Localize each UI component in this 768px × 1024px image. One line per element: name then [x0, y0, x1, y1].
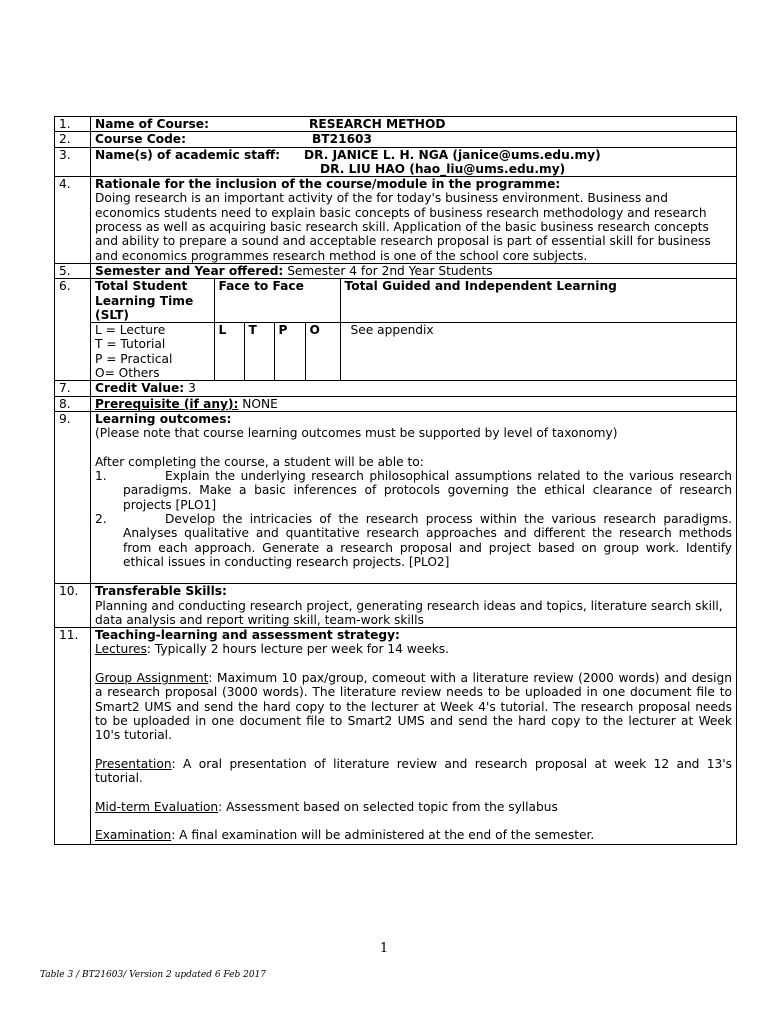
- transferable-skills-text: Planning and conducting research project, generating research ideas and topics, literature search skill, data analysis and report writing skill, team-work skills: [95, 598, 723, 627]
- outcome-text: Develop the intricacies of the research process within the various research paradigms. Analyses qualitative and quantitative research approaches and different the research methods from each approach. Generate a research proposal and project based on group work. Identify ethical issues in conducting research projects. [PLO2]: [123, 512, 732, 569]
- teaching-strategy-label: Teaching-learning and assessment strategy:: [95, 628, 400, 643]
- outcome-text: Explain the underlying research philosophical assumptions related to the various research paradigms. Make a basic inferences of protocols governing the ethical clearance of research projects [PLO1]: [123, 469, 732, 512]
- learning-outcomes-intro: After completing the course, a student will be able to:: [95, 454, 424, 469]
- page-number: 1: [379, 941, 389, 956]
- row-course-name: [55, 117, 737, 132]
- examination-heading: Examination: [95, 828, 172, 843]
- credit-value: 3: [188, 381, 196, 396]
- slt-table: [91, 279, 736, 380]
- rationale-label: Rationale for the inclusion of the course/module in the programme:: [95, 177, 561, 192]
- row-number: 8.: [55, 396, 91, 411]
- row-transferable-skills: [55, 584, 737, 628]
- prerequisite-value: NONE: [242, 396, 278, 411]
- learning-outcomes-note: (Please note that course learning outcomes must be supported by level of taxonomy): [95, 426, 618, 441]
- lectures-heading: Lectures: [95, 642, 147, 657]
- presentation-paragraph: [95, 757, 732, 786]
- row-number: 7.: [55, 381, 91, 396]
- semester-value: Semester 4 for 2nd Year Students: [287, 263, 493, 278]
- footer-note: Table 3 / BT21603/ Version 2 updated 6 Feb 2017: [40, 970, 267, 980]
- row-credit-value: [55, 381, 737, 396]
- row-number: 9.: [55, 411, 91, 583]
- row-number: 5.: [55, 263, 91, 278]
- face-to-face-label: Face to Face: [214, 279, 340, 322]
- row-number: 6.: [55, 279, 91, 381]
- row-slt: [55, 279, 737, 381]
- row-number: 4.: [55, 177, 91, 264]
- row-rationale: [55, 177, 737, 264]
- midterm-text: : Assessment based on selected topic from the syllabus: [218, 799, 558, 814]
- course-code-value: BT21603: [312, 132, 373, 147]
- presentation-heading: Presentation: [95, 756, 172, 771]
- legend-practical: P = Practical: [95, 351, 173, 366]
- course-name-value: RESEARCH METHOD: [309, 117, 446, 131]
- slt-legend: [91, 323, 214, 381]
- col-t: T: [244, 323, 274, 381]
- examination-text: : A final examination will be administered at the end of the semester.: [171, 828, 595, 843]
- staff-2: DR. LIU HAO (hao_liu@ums.edu.my): [320, 161, 566, 176]
- legend-others: O= Others: [95, 366, 160, 381]
- course-info-table: [54, 116, 737, 845]
- semester-label: Semester and Year offered:: [95, 263, 284, 278]
- legend-tutorial: T = Tutorial: [95, 337, 166, 352]
- col-p: P: [274, 323, 305, 381]
- learning-outcomes-label: Learning outcomes:: [95, 411, 232, 426]
- row-number: 11.: [55, 628, 91, 844]
- outcome-number: 2.: [95, 512, 107, 527]
- course-code-label: Course Code:: [95, 132, 186, 147]
- row-academic-staff: [55, 147, 737, 177]
- guided-learning-label: Total Guided and Independent Learning: [340, 279, 736, 322]
- midterm-heading: Mid-term Evaluation: [95, 799, 219, 814]
- row-number: 1.: [55, 117, 91, 132]
- slt-label: Total Student Learning Time (SLT): [91, 279, 214, 322]
- row-prerequisite: [55, 396, 737, 411]
- col-o: O: [305, 323, 340, 381]
- group-assignment-paragraph: [95, 671, 732, 742]
- transferable-skills-label: Transferable Skills:: [95, 584, 227, 599]
- lectures-paragraph: [95, 642, 732, 656]
- row-learning-outcomes: [55, 411, 737, 583]
- group-assignment-heading: Group Assignment: [95, 670, 209, 685]
- row-number: 10.: [55, 584, 91, 628]
- outcome-number: 1.: [95, 469, 107, 484]
- prerequisite-label: Prerequisite (if any):: [95, 396, 239, 411]
- examination-paragraph: [95, 828, 732, 842]
- outcome-item-1: [95, 469, 732, 512]
- credit-value-label: Credit Value:: [95, 381, 185, 396]
- row-number: 3.: [55, 147, 91, 177]
- lectures-text: : Typically 2 hours lecture per week for 14 weeks.: [146, 642, 450, 657]
- row-course-code: [55, 132, 737, 147]
- legend-lecture: L = Lecture: [95, 323, 166, 338]
- see-appendix: See appendix: [340, 323, 736, 381]
- course-name-label: Name of Course:: [95, 117, 209, 131]
- row-number: 2.: [55, 132, 91, 147]
- academic-staff-label: Name(s) of academic staff:: [95, 147, 281, 162]
- row-teaching-strategy: [55, 628, 737, 844]
- rationale-text: Doing research is an important activity of the for today's business environment. Business and economics students need to explain basic concepts of business research methodology and research process as well as acquiring basic research skill. Application of the basic business research concepts and ability to prepare a sound and acceptable research proposal is part of essential skill for business and economics programmes research method is one of the school core subjects.: [95, 191, 711, 263]
- group-assignment-text: : Maximum 10 pax/group, comeout with a literature review (2000 words) and design a research proposal (3000 words). The literature review needs to be uploaded in one document file to Smart2 UMS and send the hard copy to the lecturer at Week 4's tutorial. The research proposal needs to be uploaded in one document file to Smart2 UMS and send the hard copy to the lecturer at Week 10's tutorial.: [95, 670, 732, 743]
- outcome-item-2: [95, 512, 732, 569]
- presentation-text: : A oral presentation of literature review and research proposal at week 12 and 13's tutorial.: [95, 756, 732, 786]
- col-l: L: [214, 323, 244, 381]
- staff-1: DR. JANICE L. H. NGA (janice@ums.edu.my): [304, 147, 601, 162]
- midterm-paragraph: [95, 800, 732, 814]
- row-semester: [55, 263, 737, 278]
